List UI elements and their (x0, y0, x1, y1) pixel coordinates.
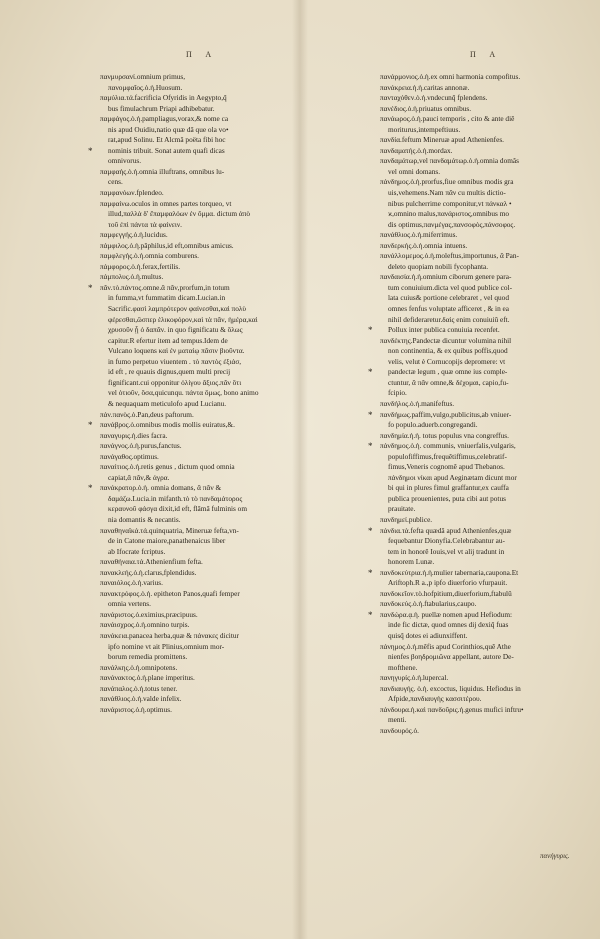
line-text: mofthene. (388, 662, 418, 672)
dictionary-line (380, 694, 598, 705)
line-text: πανάθλιος.ὁ.ἡ.miferrimus. (380, 230, 458, 240)
dictionary-line (100, 431, 318, 442)
dictionary-line (100, 610, 318, 621)
line-text: πανάριστος.ὁ.eximius,præcipuus. (100, 609, 198, 619)
dictionary-line (380, 673, 598, 684)
line-text: παμφανόων.fplendeo. (100, 188, 164, 198)
dictionary-line (100, 230, 318, 241)
dictionary-line (100, 241, 318, 252)
dictionary-line (100, 642, 318, 653)
line-text: bi qui in plures fimul graffantur,ex cauffa (388, 483, 509, 493)
dictionary-line (100, 199, 318, 210)
dictionary-line (380, 599, 598, 610)
line-text: ϰ,omnino malus,πανάριστος,omnibus mo (388, 209, 510, 219)
dictionary-line (380, 378, 598, 389)
dictionary-line (380, 220, 598, 231)
dictionary-line (380, 663, 598, 674)
line-text: πανάθλιος.ὁ.ἡ.valde infelix. (100, 694, 182, 704)
dictionary-line (380, 304, 598, 315)
dictionary-line (100, 399, 318, 410)
line-text: πανάλλομεμος.ὁ.ἡ.moleftus,importunus, ᾶ Pan- (380, 251, 519, 261)
line-text: Pollux inter publica conuiuia recenfet. (388, 325, 500, 335)
line-text: πανδημία.ἡ.ἡ. totus populus vna congreffus. (380, 430, 509, 440)
dictionary-line (100, 515, 318, 526)
line-text: πανδιαυγής. ὁ.ἡ. excoctus, liquidus. Hefiodus in (380, 683, 521, 693)
line-text: παμφαής.ὁ.ἡ.omnia illuftrans, omnibus lu- (100, 166, 225, 176)
line-text: deleto quopiam nobili fycophanta. (388, 261, 489, 271)
line-text: παναθηναϊκά.τά.quinquatria, Mineruæ fefta,vn- (100, 525, 239, 535)
dictionary-line (100, 473, 318, 484)
dictionary-line (100, 93, 318, 104)
dictionary-line (380, 209, 598, 220)
line-text: non continentia, & ex quibus poffis,quod (388, 346, 508, 356)
line-text: in fumo perpetuo viuentem . τὸ παντὸς ἐξιάσ, (108, 356, 242, 366)
dictionary-line (380, 146, 598, 157)
line-text: πανέδιος.ὁ.ἡ.priuatus omnibus. (380, 103, 472, 113)
dictionary-line (380, 251, 598, 262)
line-text: πάνημος.ὁ.ἡ.mẽfis apud Corinthios,quẽ Athe (380, 641, 511, 651)
dictionary-line (100, 304, 318, 315)
line-text: populofiffimus,frequẽtiffimus,celebratif- (388, 451, 507, 461)
line-text: vel ὁτιοῦν, ὅσα,quicunqu. πάντα ὅμως, bono animo (108, 388, 259, 398)
line-text: πανάρμονιος.ὁ.ἡ.ex omni harmonia compofitus. (380, 72, 521, 81)
dictionary-line (100, 694, 318, 705)
right-column (368, 72, 598, 736)
line-text: πάνδημοι νίκαι apud Aeginætam dicunt mor (388, 472, 517, 482)
dictionary-line (100, 357, 318, 368)
line-text: ctuntur, ᾶ πᾶν omne,& δέχομαι, capio,fu- (388, 377, 509, 387)
dictionary-line (380, 589, 598, 600)
line-text: inde fic dictæ, quod omnes dij dexiq̃ fuas (388, 620, 509, 630)
asterisk-mark: * (368, 567, 373, 578)
dictionary-line (100, 272, 318, 283)
line-text: & nequaquam meticulofo apud Lucianu. (108, 398, 227, 408)
dictionary-line (100, 177, 318, 188)
dictionary-line (100, 346, 318, 357)
line-text: nominis tribuit. Sonat autem quafi dicas (108, 145, 225, 155)
line-text: nihil defideraretur.δαὶς enim conuiuiũ eft. (388, 314, 510, 324)
dictionary-line (100, 135, 318, 146)
line-text: nis apud Ouidiu,natio quæ dã que ola vo• (108, 124, 229, 134)
line-text: omnivorus. (108, 156, 142, 166)
dictionary-line (100, 568, 318, 579)
dictionary-line (100, 125, 318, 136)
dictionary-line (100, 336, 318, 347)
dictionary-line (100, 114, 318, 125)
dictionary-line (100, 504, 318, 515)
line-text: de in Catone maiore,panathenaicus liber (108, 536, 226, 546)
dictionary-line (100, 494, 318, 505)
dictionary-line (100, 663, 318, 674)
dictionary-line (100, 293, 318, 304)
line-text: πανάωρος.ὁ.ἡ.pauci temporis , cito & ante diẽ (380, 114, 515, 124)
dictionary-line (380, 346, 598, 357)
dictionary-line (100, 578, 318, 589)
dictionary-line (88, 282, 318, 294)
line-text: πάμπολυς.ὁ.ἡ.multus. (100, 272, 164, 282)
line-text: πανάνακτος.ὁ.ἡ.plane imperitus. (100, 673, 195, 683)
line-text: velis, velut è Cornucopijs depromere: vt (388, 356, 506, 366)
dictionary-line (100, 526, 318, 537)
dictionary-line (380, 557, 598, 568)
dictionary-line (380, 515, 598, 526)
asterisk-mark: * (368, 525, 373, 536)
line-text: πανδημεί.publice. (380, 514, 433, 524)
line-text: δαμάζω.Lucia.in mifanth.τὸ τὸ πανδαμάτορος (108, 493, 243, 503)
dictionary-line (368, 441, 598, 452)
line-text: πανδουρός.ὁ. (380, 725, 419, 735)
dictionary-line (368, 367, 598, 378)
asterisk-mark: * (88, 145, 93, 156)
dictionary-line (380, 177, 598, 188)
dictionary-line (380, 494, 598, 505)
dictionary-line (100, 652, 318, 663)
line-text: tem in honorẽ Iouis,vel vt alij tradunt in (388, 546, 505, 556)
dictionary-line (100, 367, 318, 378)
dictionary-line (88, 483, 318, 494)
line-text: capiat,ᾶ πᾶν,& ἀγρα. (108, 472, 170, 482)
dictionary-line (380, 156, 598, 167)
line-text: παναίτιος.ὁ.ἡ.retis genus , dictum quod omnia (100, 462, 235, 472)
line-text: παμφεγγής.ὁ.ἡ.lucidus. (100, 230, 168, 240)
line-text: πανακτρόφος.ὁ.ἡ. epitheton Panos,quafi femper (100, 588, 240, 598)
dictionary-line (100, 167, 318, 178)
dictionary-line (100, 452, 318, 463)
dictionary-line (100, 325, 318, 336)
dictionary-line (380, 336, 598, 347)
line-text: πανάπαλος.ὁ.ἡ.totus tener. (100, 683, 178, 693)
line-text: πανάκεια.panacea herba,quæ & πάνακες dicitur (100, 630, 239, 640)
line-text: πανάκρατορ.ὁ.ἡ. omnia domans, ᾶ πᾶν & (100, 483, 222, 493)
line-text: πάμφιλος.ὁ.ἡ.pãphilus,id eft,omnibus amicus. (100, 240, 234, 250)
line-text: πανδία.feftum Mineruæ apud Athenienfes. (380, 135, 504, 145)
line-text: omnia vertens. (108, 599, 151, 609)
line-text: πανάκρεια.ἡ.ἡ.caritas annonæ. (380, 82, 470, 92)
asterisk-mark: * (368, 409, 373, 420)
dictionary-line (100, 599, 318, 610)
line-text: quisq̃ dotes ei adiunxiffent. (388, 630, 468, 640)
dictionary-line (380, 388, 598, 399)
line-text: πανάλκης.ὁ.ἡ.omnipotens. (100, 662, 178, 672)
line-text: in fumma,vt fummatim dicam.Lucian.in (108, 293, 226, 303)
dictionary-line (380, 536, 598, 547)
left-column (88, 72, 318, 715)
dictionary-line (100, 378, 318, 389)
dictionary-line (380, 167, 598, 178)
line-text: φέρεσθαι,ὥσπερ ἑλικοφόρον,καὶ τὰ πᾶν, ἡμέρα,καὶ (108, 314, 258, 324)
line-text: dis optimus,πανμέγας,πανσοφὸς,πάνσοφος. (388, 219, 516, 229)
line-text: πάν.πανὸς.ὁ.Pan,deus paftorum. (100, 409, 194, 419)
dictionary-line (380, 272, 598, 283)
line-text: πάνδημος.ὁ.ἡ.prorfus,fiue omnibus modis gra (380, 177, 514, 187)
dictionary-line (100, 72, 318, 83)
dictionary-line (100, 209, 318, 220)
dictionary-line (100, 536, 318, 547)
dictionary-line (368, 525, 598, 537)
line-text: borum remedia promittens. (108, 652, 188, 662)
line-text: vel omni domans. (388, 166, 441, 176)
dictionary-line (380, 462, 598, 473)
running-head-right: Π Α (470, 50, 502, 59)
line-text: πανηγυρίς.ὁ.ἡ.lupercal. (380, 673, 449, 683)
asterisk-mark: * (88, 483, 93, 494)
dictionary-line (380, 642, 598, 653)
line-text: nienfes βοηδρομιῶνα appellant, autore De- (388, 652, 514, 662)
line-text: παναθήναια.τά.Athenienfium fefta. (100, 557, 203, 567)
dictionary-line (100, 188, 318, 199)
asterisk-mark: * (368, 441, 373, 452)
dictionary-line (380, 293, 598, 304)
dictionary-line (380, 83, 598, 94)
line-text: πανομφαῖος.ὁ.ἡ.Huosum. (108, 82, 183, 92)
dictionary-line (380, 357, 598, 368)
dictionary-line (380, 283, 598, 294)
line-text: παμφάγος.ὁ.ἡ.pampliagus,vorax,& nome ca (100, 114, 229, 124)
dictionary-line (380, 199, 598, 210)
dictionary-line (100, 557, 318, 568)
line-text: menti. (388, 715, 407, 725)
dictionary-line (380, 135, 598, 146)
line-text: moriturus,intempeftiuus. (388, 124, 461, 134)
line-text: τοῦ ἐπὶ πάντα τὰ φαίνειν. (108, 219, 182, 229)
dictionary-line (100, 156, 318, 167)
dictionary-line (380, 114, 598, 125)
line-text: πανταχόθεν.ὁ.ἡ.vndecunq̃ fplendens. (380, 93, 488, 103)
dictionary-line (380, 473, 598, 484)
line-text: παναιόλος.ὁ.ἡ.varius. (100, 578, 163, 588)
line-text: παναγυρις.ἡ.dies facra. (100, 430, 168, 440)
dictionary-line (380, 504, 598, 515)
line-text: πανδώρα.ᾳ.ἡ. puellæ nomen apud Hefiodum: (380, 609, 513, 619)
line-text: πανακλεής.ὁ.ἡ.clarus,fplendidus. (100, 567, 197, 577)
line-text: capitur.R efertur item ad tempus.Idem de (108, 335, 228, 345)
dictionary-line (380, 631, 598, 642)
dictionary-line (100, 547, 318, 558)
dictionary-line (380, 726, 598, 737)
line-text: πανδέκτης.Pandectæ dicuntur volumina nihil (380, 335, 512, 345)
catchword: πανήγυρις. (540, 852, 570, 860)
line-text: cens. (108, 177, 123, 187)
dictionary-line (380, 431, 598, 442)
line-text: πάνδημος.ὁ.ἡ. communis, vniuerfalis,vulgaris, (380, 441, 516, 451)
dictionary-line (368, 567, 598, 579)
line-text: honorem Lunæ. (388, 557, 435, 567)
line-text: ipfo nomine vt ait Plinius,omnium mor- (108, 641, 225, 651)
dictionary-line (88, 145, 318, 157)
line-text: πανδοκεῖον.τὸ.hofpitium,diuerforium,ftabulũ (380, 588, 512, 598)
dictionary-line (380, 578, 598, 589)
line-text: bus fimulachrum Priapi adhibebatur. (108, 103, 215, 113)
line-text: πανάισχρος.ὁ.ἡ.omnino turpis. (100, 620, 190, 630)
line-text: lata cuius& portione celebraret , vel quod (388, 293, 509, 303)
dictionary-line (380, 620, 598, 631)
dictionary-line (380, 684, 598, 695)
dictionary-line (380, 188, 598, 199)
line-text: rat,apud Solinu. Et Alcmã poëta fibi hoc (108, 135, 226, 145)
line-text: χρυσοῦν ᾗ ὁ δαπᾶν. in quo fignificatu & ὅλως (108, 325, 243, 335)
dictionary-line (380, 262, 598, 273)
asterisk-mark: * (368, 325, 373, 336)
line-text: πανδοκεύς.ὁ.ἡ.ftabularius,caupo. (380, 599, 477, 609)
dictionary-line (380, 241, 598, 252)
line-text: fo populo.aduerb.congregandi. (388, 420, 478, 430)
line-text: fignificant.cui opponitur ὀλίγου ἄξιος.πᾶν ὅτι (108, 377, 242, 387)
dictionary-line (100, 388, 318, 399)
dictionary-line (88, 420, 318, 431)
line-text: πάνδια.τὰ.fefta quædã apud Athenienfes,quæ (380, 525, 512, 535)
line-text: πάνδουρα.ἡ.καὶ πανδοῦρις.ἡ.genus mufici inftru• (380, 704, 524, 714)
line-text: πανάγαθος.optimus. (100, 451, 159, 461)
asterisk-mark: * (368, 367, 373, 378)
line-text: uis,vehemens.Nam πᾶν cu multis dictio- (388, 188, 506, 198)
line-text: illud,παλλὰ δ' ἔπαμφαλόων ἐν ὄμμα. dictum ἀπὸ (108, 209, 251, 219)
dictionary-line (100, 684, 318, 695)
dictionary-line (380, 315, 598, 326)
line-text: πανδαμάτωρ,vel πανδαμάτωρ.ὁ.ἡ.omnia domãs (380, 156, 519, 166)
dictionary-line (100, 705, 318, 716)
line-text: πανδερκής.ὁ.ἡ.omnia intuens. (380, 240, 468, 250)
dictionary-line (100, 262, 318, 273)
line-text: πᾶν.τὸ.πάντος.omne.ᾶ πᾶν,prorfum,in totum (100, 282, 230, 292)
line-text: ab Ifocrate fcriptus. (108, 546, 166, 556)
asterisk-mark: * (88, 282, 93, 293)
dictionary-line (100, 620, 318, 631)
line-text: omnes fenfus voluptate afficeret , & in ea (388, 304, 510, 314)
dictionary-line (380, 715, 598, 726)
dictionary-line (100, 441, 318, 452)
dictionary-line (100, 104, 318, 115)
dictionary-line (100, 462, 318, 473)
line-text: κεραυνοῦ φάσγα dixit,id eft, flãmã fulminis om (108, 504, 247, 514)
line-text: tum conuiuium.dicta vel quod publice col- (388, 282, 513, 292)
line-text: fimus,Veneris cognomẽ apud Thebanos. (388, 462, 505, 472)
line-text: πανδήλος.ὁ.ἡ.manifeftus. (380, 398, 455, 408)
line-text: Sacrific.φασὶ λαμπρότερον φαίνεσθαι,καὶ πολὺ (108, 304, 247, 314)
running-head-left: Π Α (186, 50, 218, 59)
line-text: πανμυρσανί.omnium primus, (100, 72, 186, 81)
line-text: id eft , re quauis dignus,quem multi precij (108, 367, 231, 377)
line-text: pandectæ legum , quæ omne ius comple- (388, 367, 508, 377)
dictionary-line (100, 589, 318, 600)
line-text: fcipio. (388, 388, 407, 398)
line-text: Ariftoph.R a.,p ipfo diuerforio vfurpauit. (388, 578, 508, 588)
dictionary-line (380, 104, 598, 115)
dictionary-line (380, 652, 598, 663)
line-text: πανδαματής.ὁ.ἡ.mordax. (380, 145, 453, 155)
line-text: fequebantur Dionyfia.Celebrabantur au- (388, 536, 505, 546)
dictionary-line (368, 409, 598, 421)
line-text: πανάριστος.ὁ.ἡ.optimus. (100, 704, 172, 714)
dictionary-line (380, 547, 598, 558)
line-text: publica prouenientes, puta cibi aut potus (388, 493, 506, 503)
dictionary-line (380, 483, 598, 494)
line-text: πάμφορος.ὁ.ἡ.ferax,fertilis. (100, 261, 181, 271)
line-text: πανδήμως.paffim,vulgo,publicitus,ab vniuer- (380, 409, 512, 419)
dictionary-line (100, 631, 318, 642)
dictionary-line (368, 325, 598, 336)
dictionary-line (368, 609, 598, 621)
dictionary-line (380, 230, 598, 241)
line-text: πανάγνος.ὁ.ἡ.purus,fanctus. (100, 441, 182, 451)
dictionary-line (100, 83, 318, 94)
line-text: Vulcano loquens καὶ ἐν ματαίῳ πᾶσιν βιοῦντα. (108, 346, 245, 356)
dictionary-line (380, 452, 598, 463)
dictionary-line (100, 410, 318, 421)
dictionary-line (380, 93, 598, 104)
dictionary-line (380, 72, 598, 83)
line-text: παμύλια.τά.facrificia Ofyridis in Aegypto,q̃ (100, 93, 227, 103)
line-text: παμφλεγής.ὁ.ἡ.omnia comburens. (100, 251, 200, 261)
line-text: nia domantis & necantis. (108, 514, 181, 524)
dictionary-line (380, 399, 598, 410)
dictionary-line (100, 673, 318, 684)
dictionary-line (380, 420, 598, 431)
line-text: nibus pulcherrime componitur,vt πάνκαλ • (388, 198, 512, 208)
asterisk-mark: * (88, 420, 93, 431)
line-text: παμφαίνω.oculos in omnes partes torqueo, vt (100, 198, 232, 208)
dictionary-line (100, 220, 318, 231)
line-text: πανδοκεύτρια.ἡ.ἡ.mulier tabernaria,caupona.Et (380, 567, 519, 577)
dictionary-line (380, 125, 598, 136)
line-text: πανάβρος.ὁ.omnibus modis mollis euiratus,&. (100, 420, 235, 430)
dictionary-line (100, 251, 318, 262)
line-text: prauitate. (388, 504, 416, 514)
line-text: πανδαισία.ἡ.ἡ.omnium ciborum genere para- (380, 272, 512, 282)
dictionary-line (100, 315, 318, 326)
line-text: Afpide,πανδιαυγὴς κασσιτέρου. (388, 694, 482, 704)
dictionary-line (380, 705, 598, 716)
asterisk-mark: * (368, 609, 373, 620)
